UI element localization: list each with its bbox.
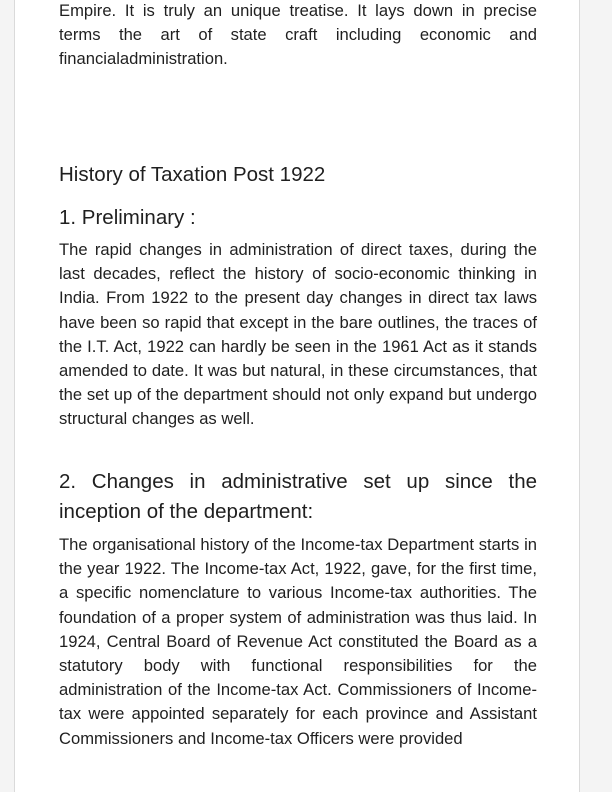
preliminary-paragraph: The rapid changes in administration of direct taxes, during the last decades, reflect the history of socio-economic thinking in India. From 1922 to the present day changes in direct tax laws have been so rapid that except in the bare outlines, the traces of the I.T. Act, 1922 can hardly be seen in the 1961 Act as it stands amended to date. It was but natural, in these circumstances, that the set up of the department should not only expand but undergo structural changes as well.: [59, 240, 537, 429]
document-page: [14, 0, 580, 792]
changes-paragraph: The organisational history of the Income-tax Department starts in the year 1922. The Income-tax Act, 1922, gave, for the first time, a specific nomenclature to various Income-tax authorities. The foundation of a proper system of administration was thus laid. In 1924, Central Board of Revenue Act constituted the Board as a statutory body with functional responsibilities for the administration of the Income-tax Act. Commissioners of Income- tax were appointed separately for each province and Assistant Commissioners and Income-tax Officers were provided: [59, 535, 537, 748]
preliminary-heading: 1. Preliminary :: [59, 206, 196, 229]
changes-heading: 2. Changes in administrative set up since the inception of the department:: [59, 470, 537, 523]
section-heading: History of Taxation Post 1922: [59, 163, 326, 186]
intro-paragraph: Empire. It is truly an unique treatise. It lays down in precise terms the art of state craft including economic and financialadministration.: [59, 1, 537, 69]
